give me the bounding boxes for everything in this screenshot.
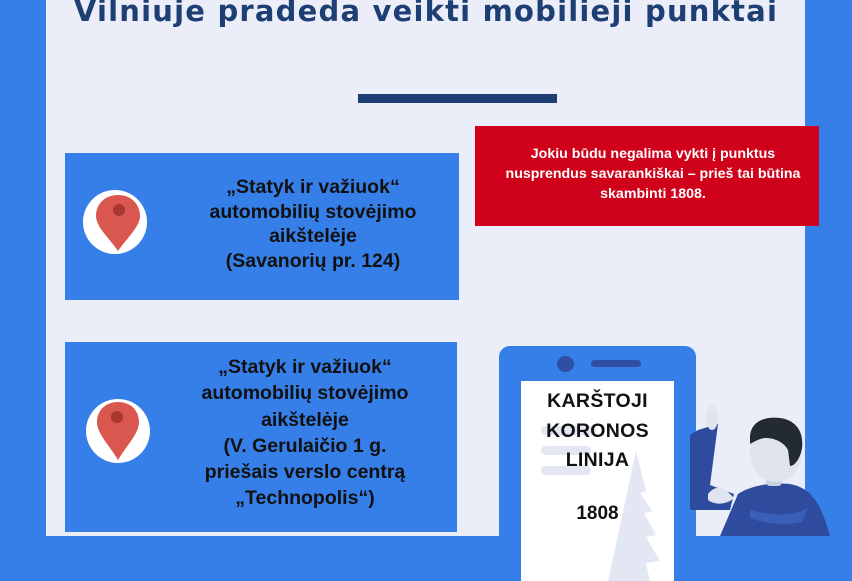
map-pin-icon — [82, 189, 148, 262]
phone-speaker — [591, 360, 641, 367]
location-card-technopolis — [65, 342, 457, 532]
location-address: „Statyk ir važiuok“ automobilių stovėjimo aikštelėje (Savanorių pr. 124) — [209, 176, 417, 272]
hotline-number: 1808 — [576, 503, 619, 524]
warning-box — [475, 126, 819, 226]
phone-screen — [521, 381, 674, 581]
location-address: „Statyk ir važiuok“ automobilių stovėjimo aikštelėje (V. Gerulaičio 1 g. priešais verslo centrą „Technopolis“) — [201, 356, 409, 510]
phone-camera — [557, 356, 574, 372]
hotline-title: KARŠTOJI KORONOS LINIJA — [546, 390, 649, 471]
warning-text: Jokiu būdu negalima vykti į punktus nusprendus savarankiškai – prieš tai būtina skambinti 1808. — [505, 146, 801, 202]
phone-illustration — [499, 346, 696, 556]
map-pin-icon — [85, 398, 151, 471]
title-underline — [358, 94, 557, 103]
page-title: Vilniuje pradeda veikti mobilieji punktai — [73, 0, 779, 28]
waving-person-illustration — [690, 390, 852, 536]
location-card-savanoriu — [65, 153, 459, 300]
